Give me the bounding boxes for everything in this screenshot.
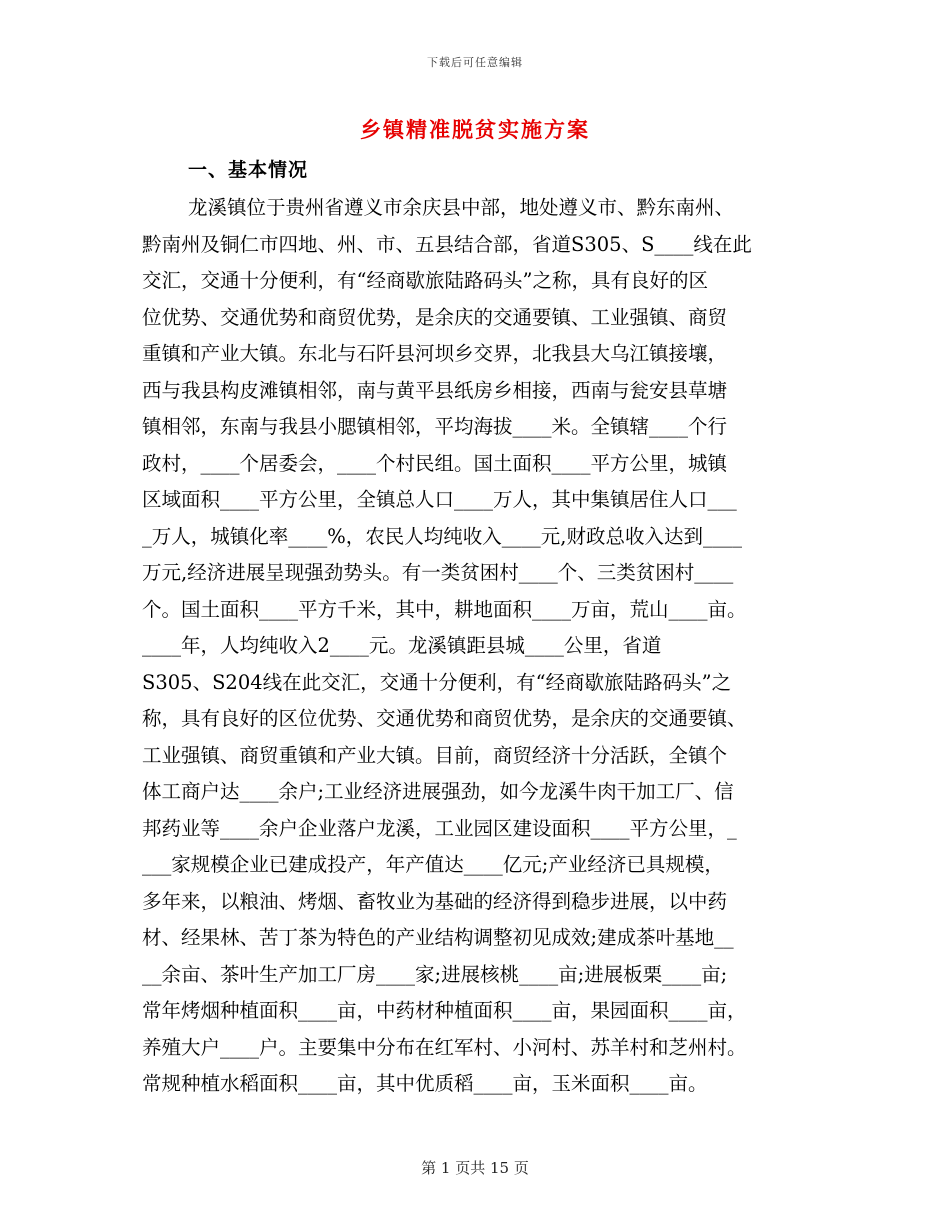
document-title: 乡镇精准脱贫实施方案 bbox=[360, 117, 590, 142]
paragraph-line: S305、S204线在此交汇，交通十分便利，有“经商歇旅陆路码头”之 bbox=[142, 670, 732, 694]
paragraph-line: 重镇和产业大镇。东北与石阡县河坝乡交界，北我县大乌江镇接壤， bbox=[142, 342, 728, 365]
paragraph-line: 万元,经济进展呈现强劲势头。有一类贫困村____个、三类贫困村____ bbox=[142, 561, 734, 584]
paragraph-line: 位优势、交通优势和商贸优势，是余庆的交通要镇、工业强镇、商贸 bbox=[142, 305, 728, 329]
paragraph-line: 体工商户达____余户;工业经济进展强劲，如今龙溪牛肉干加工厂、信 bbox=[142, 780, 734, 803]
header-note: 下载后可任意编辑 bbox=[427, 56, 523, 69]
paragraph-line: 交汇，交通十分便利，有“经商歇旅陆路码头”之称，具有良好的区 bbox=[142, 269, 708, 292]
section-heading: 一、基本情况 bbox=[188, 159, 309, 181]
paragraph-line: 黔南州及铜仁市四地、州、市、五县结合部，省道S305、S____线在此 bbox=[142, 232, 752, 256]
paragraph-line: _万人，城镇化率____%，农民人均纯收入____元,财政总收入达到____ bbox=[142, 524, 742, 548]
paragraph-line: 养殖大户____户。主要集中分布在红军村、小河村、苏羊村和芝州村。 bbox=[142, 1035, 747, 1059]
paragraph-line: 镇相邻，东南与我县小腮镇相邻，平均海拔____米。全镇辖____个行 bbox=[142, 415, 728, 438]
paragraph-line: 政村，____个居委会，____个村民组。国土面积____平方公里，城镇 bbox=[142, 451, 728, 475]
paragraph-line: __余亩、茶叶生产加工厂房____家;进展核桃____亩;进展板栗____亩; bbox=[142, 962, 728, 986]
paragraph-line: 多年来，以粮油、烤烟、畜牧业为基础的经济得到稳步进展，以中药 bbox=[142, 889, 728, 913]
paragraph-line: 西与我县构皮滩镇相邻，南与黄平县纸房乡相接，西南与瓮安县草塘 bbox=[142, 378, 728, 402]
paragraph-line: 区域面积____平方公里，全镇总人口____万人，其中集镇居住人口___ bbox=[142, 488, 737, 511]
page-number: 第 1 页共 15 页 bbox=[421, 1159, 529, 1177]
paragraph-line: 称，具有良好的区位优势、交通优势和商贸优势，是余庆的交通要镇、 bbox=[142, 707, 747, 730]
paragraph-line: 龙溪镇位于贵州省遵义市余庆县中部，地处遵义市、黔东南州、 bbox=[188, 196, 735, 219]
paragraph-line: 邦药业等____余户企业落户龙溪，工业园区建设面积____平方公里，_ bbox=[142, 816, 737, 840]
paragraph-line: 个。国土面积____平方千米，其中，耕地面积____万亩，荒山____亩。 bbox=[142, 597, 747, 621]
paragraph-line: 材、经果林、苦丁茶为特色的产业结构调整初见成效;建成茶叶基地__ bbox=[142, 926, 734, 949]
paragraph-line: ____年，人均纯收入2____元。龙溪镇距县城____公里，省道 bbox=[142, 634, 662, 657]
paragraph-line: 工业强镇、商贸重镇和产业大镇。目前，商贸经济十分活跃，全镇个 bbox=[142, 743, 728, 767]
paragraph-line: 常年烤烟种植面积____亩，中药材种植面积____亩，果园面积____亩， bbox=[142, 999, 747, 1022]
paragraph-line: ___家规模企业已建成投产，年产值达____亿元;产业经济已具规模， bbox=[142, 853, 724, 876]
paragraph-line: 常规种植水稻面积____亩，其中优质稻____亩，玉米面积____亩。 bbox=[142, 1072, 708, 1095]
body-paragraph bbox=[142, 190, 808, 1103]
